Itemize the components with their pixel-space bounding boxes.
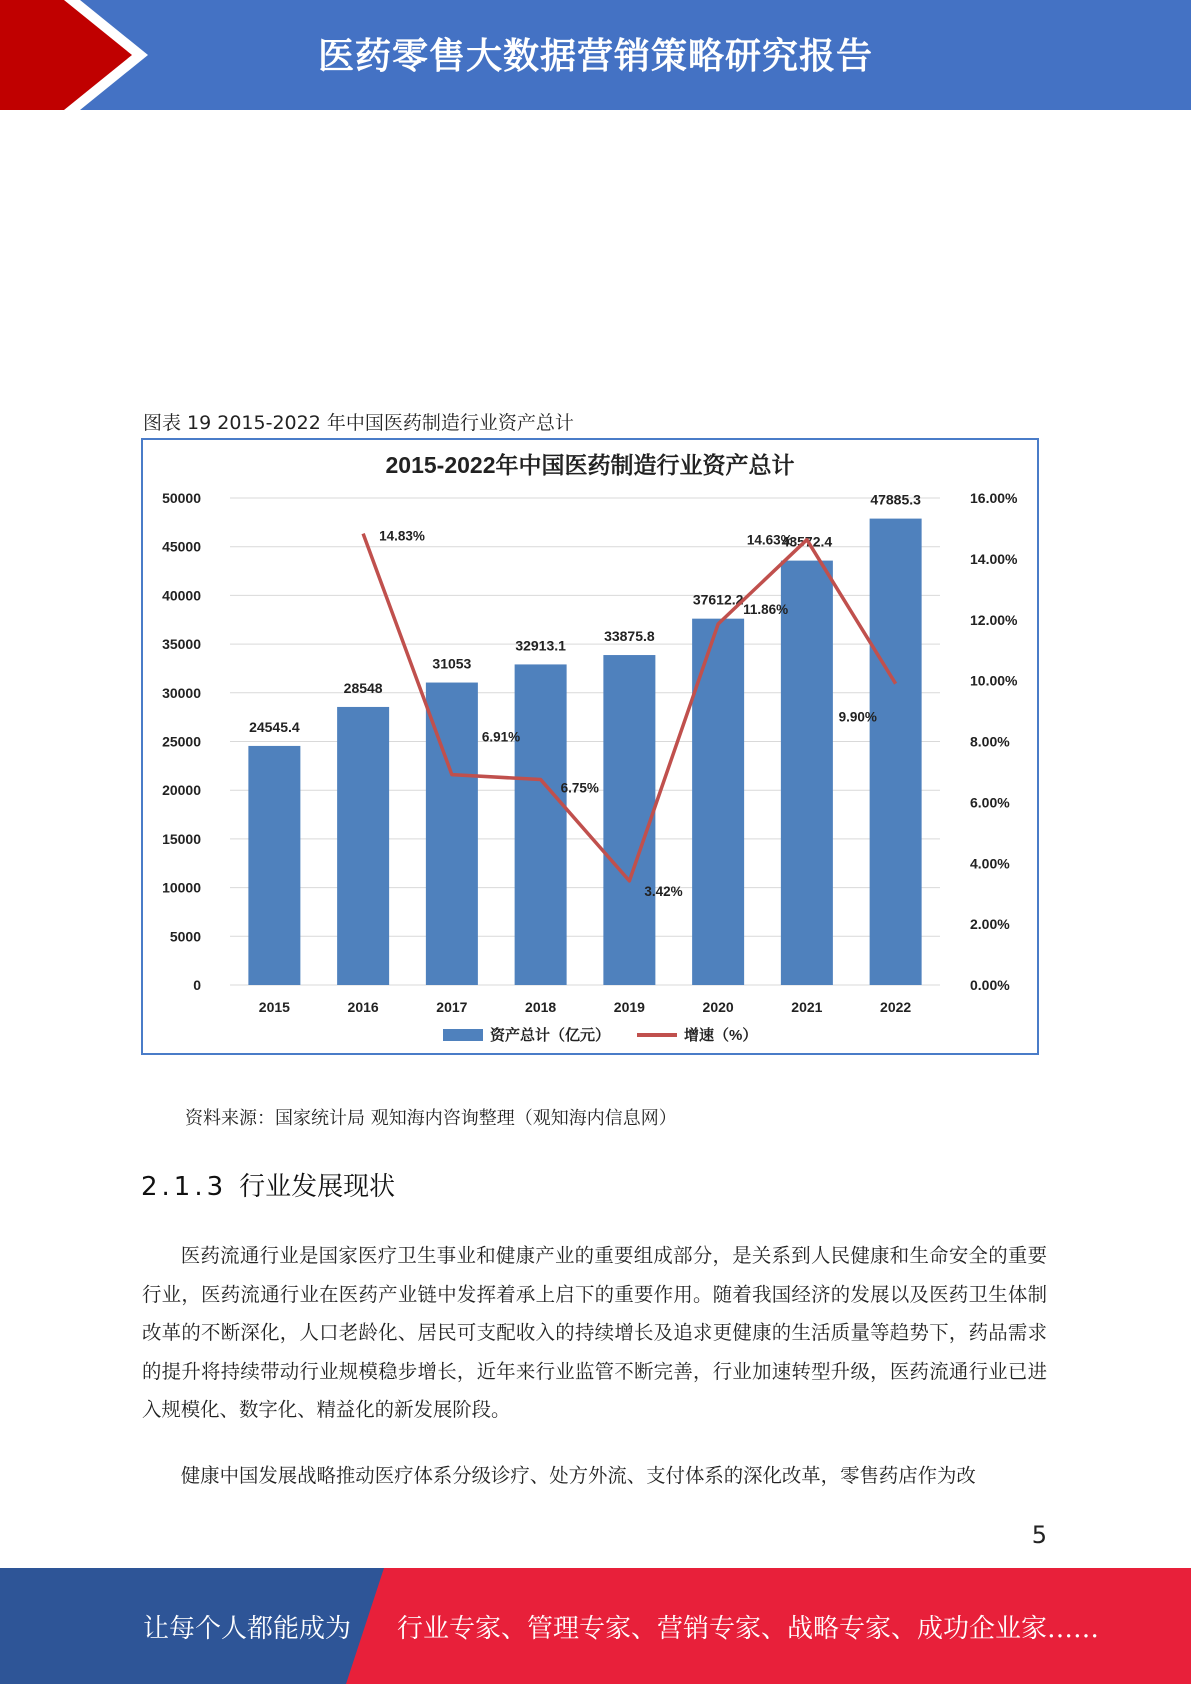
page-number: 5 bbox=[1031, 1521, 1047, 1549]
figure-caption: 图表 19 2015-2022 年中国医药制造行业资产总计 bbox=[143, 412, 574, 434]
bar-2015 bbox=[248, 746, 300, 985]
data-source: 资料来源：国家统计局 观知海内咨询整理（观知海内信息网） bbox=[185, 1108, 677, 1129]
y-left-tick-label: 15000 bbox=[162, 830, 201, 847]
legend-label-line: 增速（%） bbox=[684, 1027, 758, 1044]
x-tick-label: 2016 bbox=[347, 999, 379, 1015]
y-left-tick-label: 25000 bbox=[162, 733, 201, 750]
body-paragraph: 医药流通行业是国家医疗卫生事业和健康产业的重要组成部分，是关系到人民健康和生命安全的重要行业，医药流通行业在医药产业链中发挥着承上启下的重要作用。随着我国经济的发展以及医药卫生体制改革的不断深化，人口老龄化、居民可支配收入的持续增长及追求更健康的生活质量等趋势下，药品需求的提升将持续带动行业规模稳步增长，近年来行业监管不断完善，行业加速转型升级，医药流通行业已进入规模化、数字化、精益化的新发展阶段。 bbox=[142, 1244, 1047, 1421]
bar-value-label: 43572.4 bbox=[781, 533, 833, 550]
y-right-tick-label: 0.00% bbox=[970, 977, 1010, 993]
x-tick-label: 2022 bbox=[880, 999, 912, 1015]
chart-frame bbox=[141, 438, 1039, 1055]
y-left-tick-label: 40000 bbox=[162, 587, 201, 604]
bar-2019 bbox=[603, 655, 655, 985]
section-title: 行业发展现状 bbox=[239, 1172, 396, 1202]
line-value-label: 3.42% bbox=[644, 883, 683, 899]
line-value-label: 6.75% bbox=[560, 780, 599, 796]
x-tick-label: 2019 bbox=[613, 999, 645, 1015]
bar-2018 bbox=[515, 664, 567, 985]
line-value-label: 11.86% bbox=[743, 602, 789, 618]
y-right-tick-label: 14.00% bbox=[970, 550, 1018, 567]
x-tick-label: 2018 bbox=[525, 999, 557, 1015]
line-value-label: 14.83% bbox=[379, 528, 425, 544]
y-left-tick-label: 0 bbox=[193, 977, 201, 993]
section-number: 2.1.3 bbox=[141, 1172, 228, 1202]
footer-slogan-right: 行业专家、管理专家、营销专家、战略专家、成功企业家…… bbox=[397, 1614, 1100, 1644]
asset-total-chart bbox=[143, 440, 1037, 1053]
x-tick-label: 2017 bbox=[436, 999, 468, 1015]
y-right-tick-label: 10.00% bbox=[970, 672, 1018, 689]
bar-2016 bbox=[337, 707, 389, 985]
y-left-tick-label: 10000 bbox=[162, 879, 201, 896]
line-value-label: 14.63% bbox=[746, 532, 793, 548]
bar-value-label: 24545.4 bbox=[249, 718, 300, 735]
legend-label-bar: 资产总计（亿元） bbox=[490, 1027, 611, 1044]
y-left-tick-label: 50000 bbox=[162, 490, 201, 506]
y-left-tick-label: 20000 bbox=[162, 782, 201, 799]
page-footer bbox=[0, 1568, 1191, 1684]
report-title: 医药零售大数据营销策略研究报告 bbox=[317, 36, 873, 77]
y-right-tick-label: 4.00% bbox=[970, 855, 1010, 872]
legend-swatch-bar bbox=[443, 1029, 483, 1041]
x-tick-label: 2020 bbox=[702, 999, 734, 1015]
y-right-tick-label: 6.00% bbox=[970, 794, 1010, 811]
line-value-label: 6.91% bbox=[481, 729, 521, 745]
y-right-tick-label: 12.00% bbox=[970, 611, 1018, 628]
y-right-tick-label: 8.00% bbox=[970, 733, 1010, 750]
y-right-tick-label: 2.00% bbox=[970, 916, 1010, 933]
page-header bbox=[0, 0, 1191, 110]
bar-2022 bbox=[870, 519, 922, 985]
bar-2021 bbox=[781, 561, 833, 985]
bar-value-label: 31053 bbox=[432, 655, 472, 672]
line-value-label: 9.90% bbox=[838, 709, 877, 725]
chart-title: 2015-2022年中国医药制造行业资产总计 bbox=[385, 452, 795, 478]
bar-value-label: 47885.3 bbox=[870, 491, 921, 508]
x-tick-label: 2021 bbox=[791, 999, 823, 1015]
y-left-tick-label: 45000 bbox=[162, 538, 201, 555]
y-left-tick-label: 35000 bbox=[162, 636, 201, 653]
body-paragraph: 健康中国发展战略推动医疗体系分级诊疗、处方外流、支付体系的深化改革，零售药店作为改 bbox=[180, 1464, 976, 1487]
bar-value-label: 28548 bbox=[343, 679, 383, 696]
x-tick-label: 2015 bbox=[258, 999, 290, 1015]
bar-value-label: 37612.2 bbox=[692, 591, 744, 608]
y-right-tick-label: 16.00% bbox=[970, 490, 1018, 506]
bar-value-label: 32913.1 bbox=[515, 637, 566, 654]
bar-value-label: 33875.8 bbox=[604, 628, 655, 645]
y-left-tick-label: 5000 bbox=[169, 928, 201, 945]
y-left-tick-label: 30000 bbox=[162, 684, 201, 701]
section-heading bbox=[141, 1166, 395, 1203]
footer-slogan-left: 让每个人都能成为 bbox=[143, 1614, 352, 1644]
